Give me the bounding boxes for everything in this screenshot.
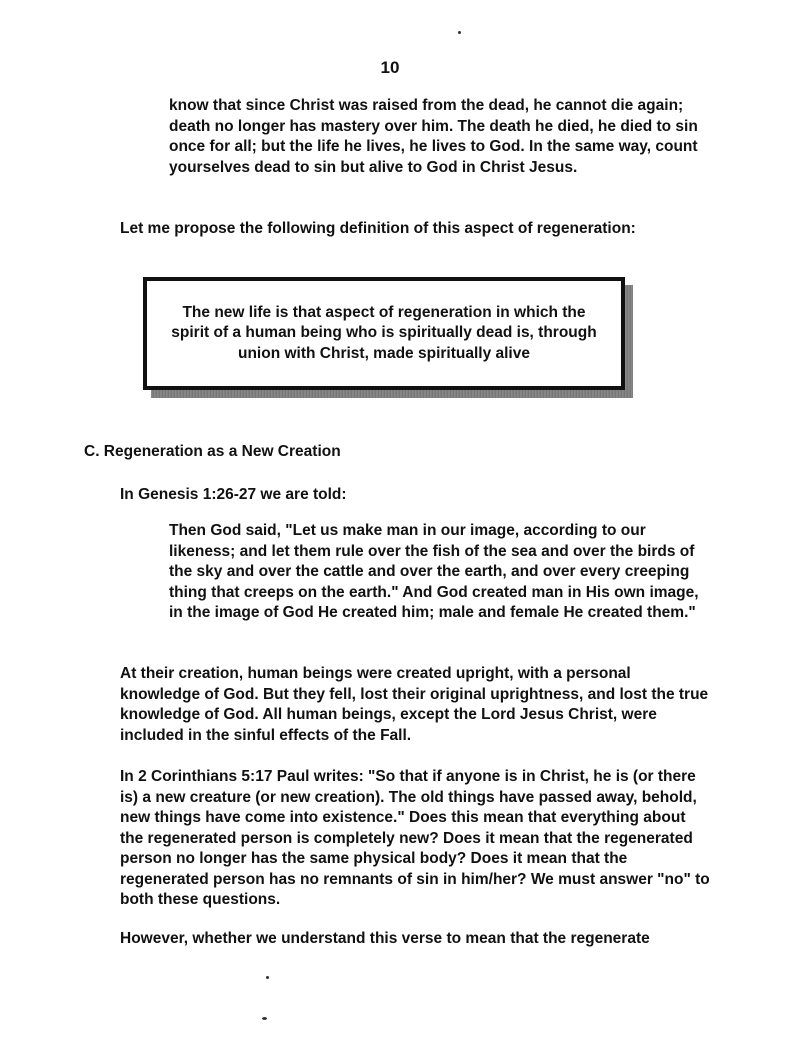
definition-callout (143, 277, 633, 398)
scan-speck (458, 31, 461, 34)
block-quote-genesis: Then God said, "Let us make man in our image, according to our likeness; and let them rule over the fish of the sea and over the birds of the sky and over the cattle and over the earth, and over every creeping thing that creeps on the earth." And God created man in His own image, in the image of God He created him; male and female He created them." (169, 522, 699, 621)
block-quote-romans: know that since Christ was raised from the dead, he cannot die again; death no longer has mastery over him. The death he died, he died to sin once for all; but the life he lives, he lives to God. In the same way, count yourselves dead to sin but alive to God in Christ Jesus. (169, 97, 698, 176)
definition-intro: Let me propose the following definition of this aspect of regeneration: (120, 220, 636, 237)
section-heading: C. Regeneration as a New Creation (84, 443, 341, 460)
paragraph-however: However, whether we understand this verse to mean that the regenerate (120, 930, 650, 947)
paragraph-creation: At their creation, human beings were created upright, with a personal knowledge of God. But they fell, lost their original uprightness, and lost the true knowledge of God. All human beings, except the Lord Jesus Christ, were included in the sinful effects of the Fall. (120, 665, 709, 744)
definition-box (143, 277, 625, 390)
scan-speck (262, 1017, 267, 1020)
paragraph-corinthians: In 2 Corinthians 5:17 Paul writes: "So that if anyone is in Christ, he is (or there is) a new creature (or new creation). The old things have passed away, behold, new things have come into existence." Does this mean that everything about the regenerated person is completely new? Does it mean that the regenerated person no longer has the same physical body? Does it mean that the regenerated person has no remnants of sin in him/her? We must answer "no" to both these questions. (120, 768, 710, 908)
scan-speck (266, 976, 269, 979)
definition-text: The new life is that aspect of regeneration in which the spirit of a human being who is spiritually dead is, through union with Christ, made spiritually alive (171, 303, 597, 362)
page-number: 10 (380, 58, 400, 77)
genesis-intro: In Genesis 1:26-27 we are told: (120, 486, 347, 503)
